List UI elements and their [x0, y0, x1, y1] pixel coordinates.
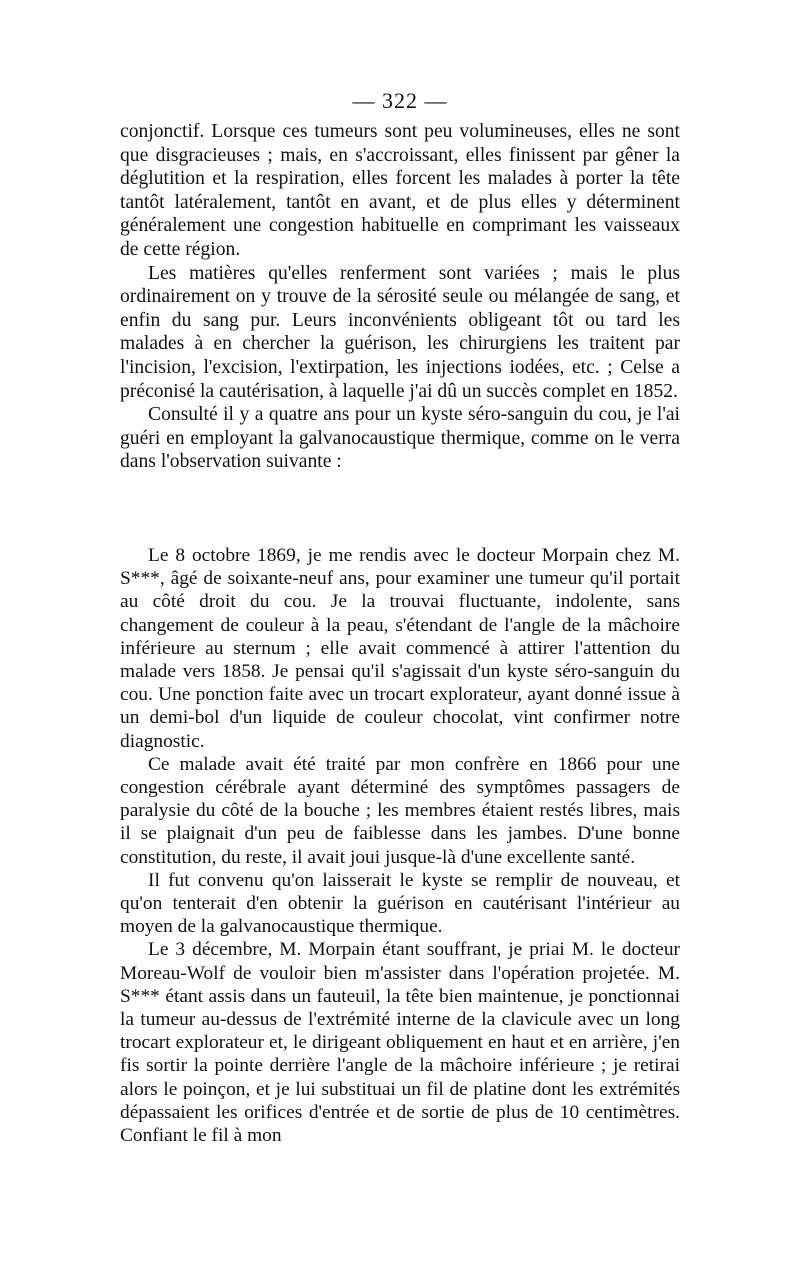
main-text: [120, 120, 680, 474]
paragraph: Ce malade avait été traité par mon confrère en 1866 pour une congestion cérébrale ayant déterminé des symptômes passagers de paralysie du côté de la bouche ; les membres étaient restés libres, mais il se plaignait d'un peu de faiblesse dans les jambes. D'une bonne constitution, du reste, il avait joui jusque-là d'une excellente santé.: [120, 753, 680, 868]
page-number: — 322 —: [352, 88, 448, 113]
paragraph: Il fut convenu qu'on laisserait le kyste se remplir de nouveau, et qu'on tenterait d'en obtenir la guérison en cautérisant l'intérieur au moyen de la galvanocaustique thermique.: [120, 869, 680, 938]
observation-text: [120, 544, 680, 1147]
paragraph: conjonctif. Lorsque ces tumeurs sont peu volumineuses, elles ne sont que disgracieuses ; mais, en s'accroissant, elles finissent par gêner la déglutition et la respiration, elles forcent les malades à porter la tête tantôt latéralement, tantôt en avant, et de plus elles y déterminent généralement une congestion habituelle en comprimant les vaisseaux de cette région.: [120, 121, 680, 260]
paragraph: Le 3 décembre, M. Morpain étant souffrant, je priai M. le docteur Moreau-Wolf de vouloir bien m'assister dans l'opération projetée. M. S*** étant assis dans un fauteuil, la tête bien maintenue, je ponctionnai la tumeur au-dessus de l'extrémité interne de la clavicule avec un long trocart explorateur et, le dirigeant obliquement en haut et en arrière, j'en fis sortir la pointe derrière l'angle de la mâchoire inférieure ; je retirai alors le poinçon, et je lui substituai un fil de platine dont les extrémités dépassaient les orifices d'entrée et de sortie de plus de 10 centimètres. Confiant le fil à mon: [120, 939, 680, 1147]
paragraph: Les matières qu'elles renferment sont variées ; mais le plus ordinairement on y trouve de la sérosité seule ou mélangée de sang, et enfin du sang pur. Leurs inconvénients obligeant tôt ou tard les malades à en chercher la guérison, les chirurgiens les traitent par l'incision, l'excision, l'extirpation, les injections iodées, etc. ; Celse a préconisé la cautérisation, à laquelle j'ai dû un succès complet en 1852.: [120, 262, 680, 402]
paragraph: Le 8 octobre 1869, je me rendis avec le docteur Morpain chez M. S***, âgé de soixante-neuf ans, pour examiner une tumeur qu'il portait au côté droit du cou. Je la trouvai fluctuante, indolente, sans changement de couleur à la peau, s'étendant de l'angle de la mâchoire inférieure au sternum ; elle avait commencé à attirer l'attention du malade vers 1858. Je pensai qu'il s'agissait d'un kyste séro-sanguin du cou. Une ponction faite avec un trocart explorateur, ayant donné issue à un demi-bol d'un liquide de couleur chocolat, vint confirmer notre diagnostic.: [120, 545, 680, 752]
paragraph: Consulté il y a quatre ans pour un kyste séro-sanguin du cou, je l'ai guéri en employant la galvanocaustique thermique, comme on le verra dans l'observation suivante :: [120, 404, 680, 473]
